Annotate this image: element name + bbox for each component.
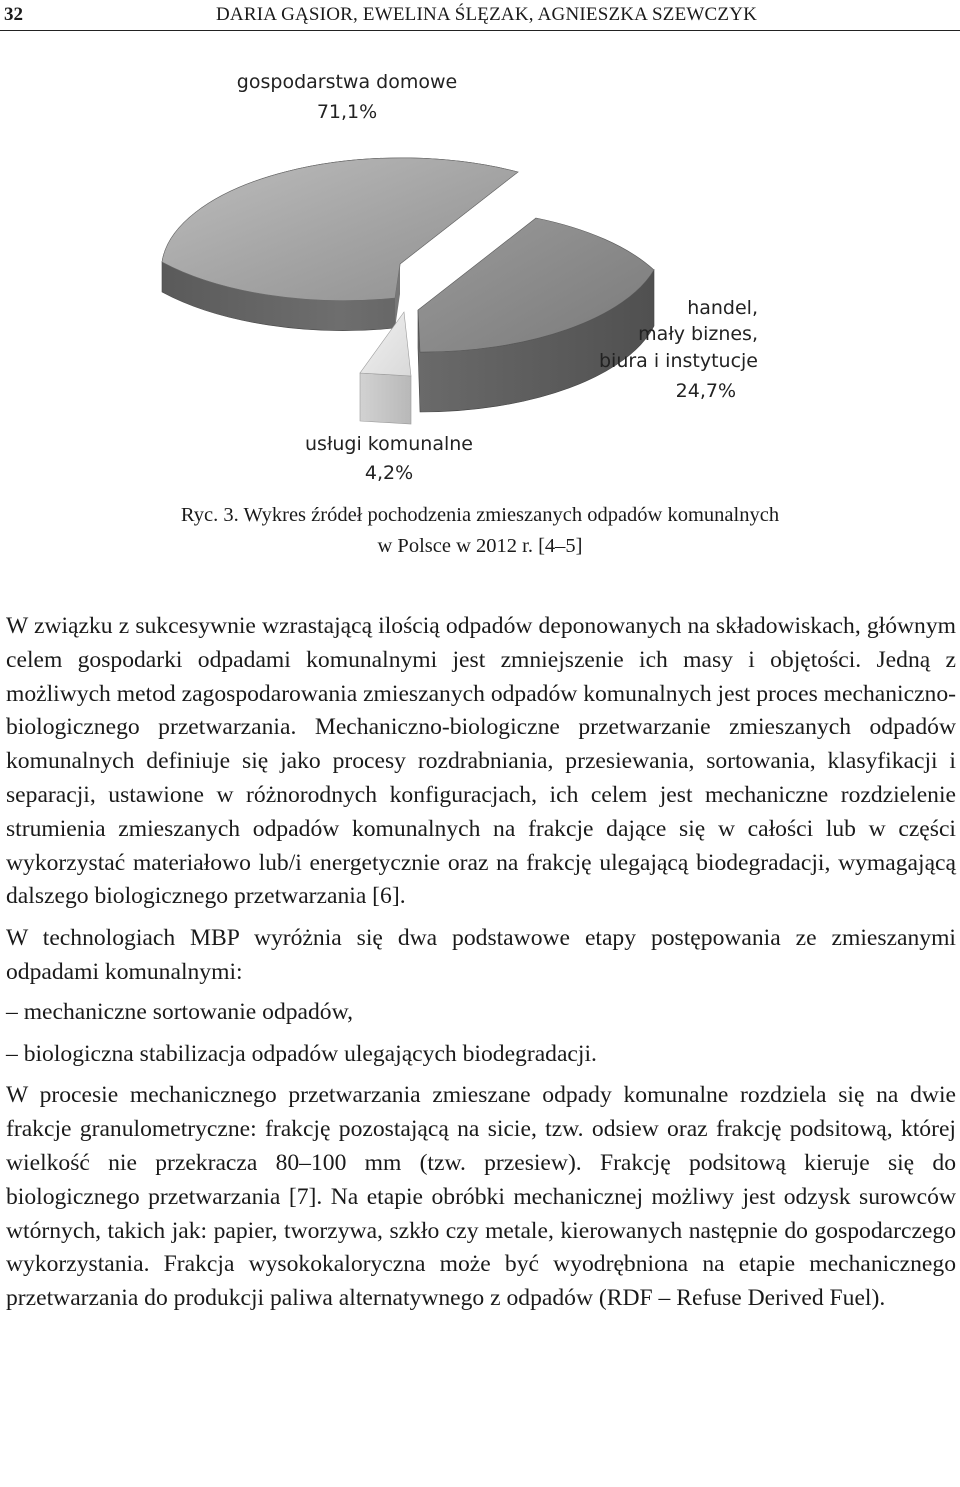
page-header: [0, 0, 960, 30]
paragraph-2: W technologiach MBP wyróżnia się dwa podstawowe etapy postępowania ze zmieszanymi odpadami komunalnymi:: [6, 925, 956, 985]
label-handel-line1: handel,: [687, 297, 758, 319]
paragraph-3: W procesie mechanicznego przetwarzania zmieszane odpady komunalne rozdziela się na dwie frakcje granulometryczne: frakcję pozostającą na sicie, tzw. odsiew oraz frakcję podsitową, której wielkość nie przekracza 80–100 mm (tzw. przesiew). Frakcję podsitową kieruje się do biologicznego przetwarzania [7]. Na etapie obróbki mechanicznej możliwy jest odzysk surowców wtórnych, takich jak: papier, tworzywa, szkło czy metale, kierowanych następnie do gospodarczego wykorzystania. Frakcja wysokokaloryczna może być wyodrębniona na etapie mechanicznego przetwarzania do produkcji paliwa alternatywnego z odpadów (RDF – Refuse Derived Fuel).: [6, 1082, 956, 1312]
label-handel-line2: mały biznes,: [638, 323, 758, 345]
caption-line-2: w Polsce w 2012 r. [4–5]: [377, 535, 583, 557]
page-number: 32: [4, 4, 23, 25]
figure-caption: [0, 500, 960, 562]
pie-chart-figure: [0, 50, 960, 510]
pie-slice-handel: [418, 218, 654, 412]
label-gospodarstwa-domowe-name: gospodarstwa domowe: [236, 71, 458, 93]
label-gospodarstwa-domowe-value: 71,1%: [316, 101, 378, 123]
body-text: [6, 610, 956, 1316]
label-gospodarstwa-domowe: [237, 71, 457, 123]
paragraph-1: W związku z sukcesywnie wzrastającą ilością odpadów deponowanych na składowiskach, głównym celem gospodarki odpadami komunalnymi jest zmniejszenie ich masy i objętości. Jedną z możliwych metod zagospodarowania zmieszanych odpadów komunalnych jest proces mechaniczno-biologicznego przetwarzania. Mechaniczno-biologiczne przetwarzanie zmieszanych odpadów komunalnych definiuje się jako procesy rozdrabniania, przesiewania, sortowania, klasyfikacji i separacji, ustawione w różnorodnych konfiguracjach, ich celem jest mechaniczne rozdzielenie strumienia zmieszanych odpadów komunalnych na frakcje dające się w całości lub w części wykorzystać materiałowo lub/i energetycznie oraz na frakcję ulegającą biodegradacji, wymagającą dalszego biologicznego przetwarzania [6].: [6, 613, 956, 910]
list-item-2: – biologiczna stabilizacja odpadów ulegających biodegradacji.: [6, 1040, 597, 1067]
running-head: DARIA GĄSIOR, EWELINA ŚLĘZAK, AGNIESZKA SZEWCZYK: [216, 4, 758, 25]
label-handel-line3: biura i instytucje: [598, 350, 758, 372]
pie-chart: [0, 50, 960, 510]
header-rule: [0, 30, 960, 31]
label-handel-value: 24,7%: [675, 380, 736, 402]
caption-line-1: Ryc. 3. Wykres źródeł pochodzenia zmieszanych odpadów komunalnych: [180, 504, 780, 526]
list-item-1: – mechaniczne sortowanie odpadów,: [6, 998, 354, 1025]
label-uslugi-komunalne: [305, 433, 473, 484]
label-uslugi-komunalne-name: usługi komunalne: [305, 433, 473, 455]
label-uslugi-komunalne-value: 4,2%: [364, 462, 414, 484]
